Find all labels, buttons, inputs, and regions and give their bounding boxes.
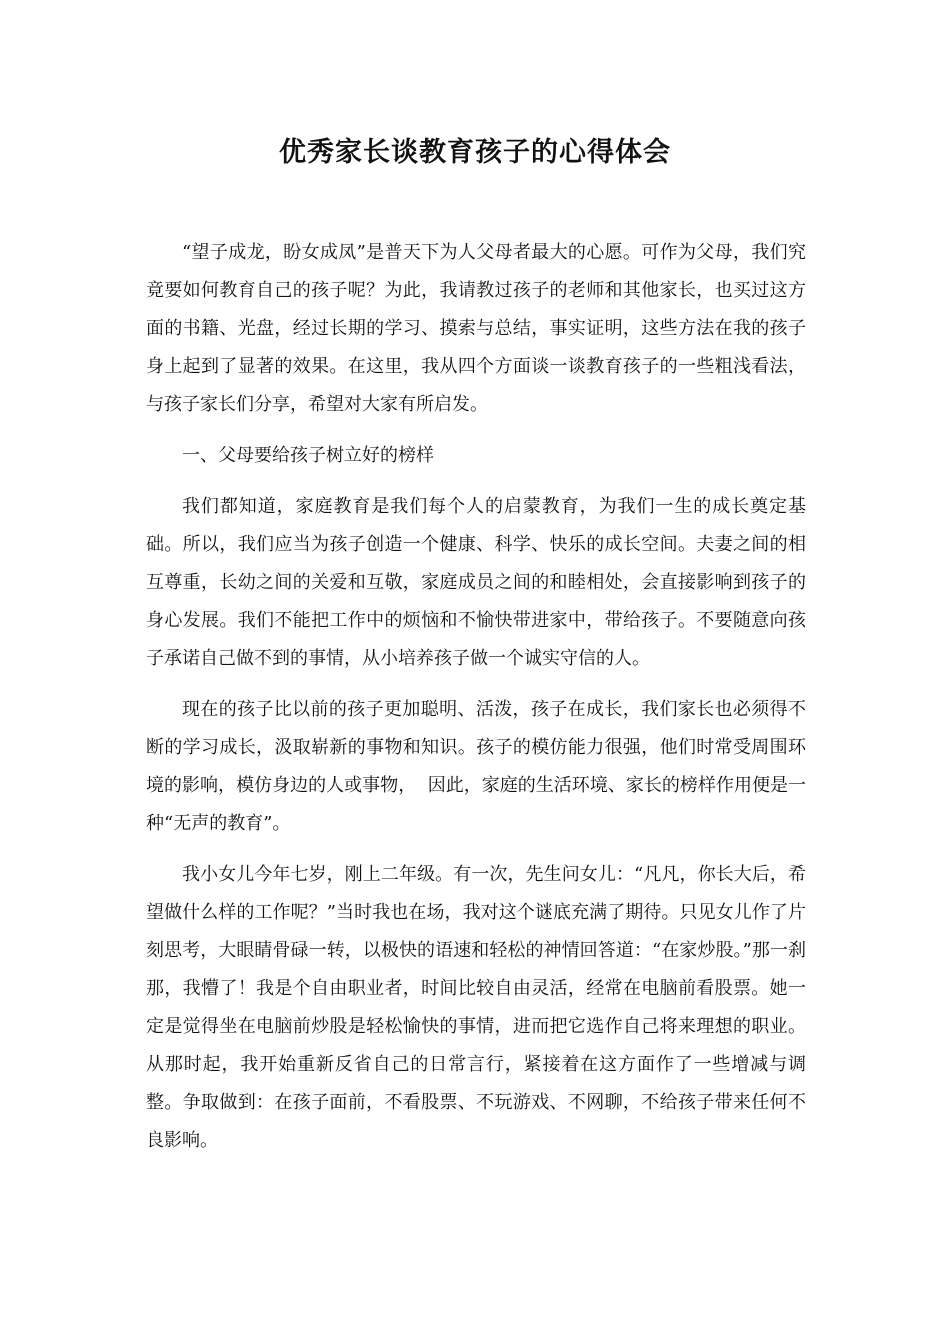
document-title: 优秀家长谈教育孩子的心得体会: [279, 137, 671, 168]
document-body: [146, 234, 806, 1173]
section-heading-1: 一、父母要给孩子树立好的榜样: [182, 445, 434, 466]
intro-paragraph: “望子成龙，盼女成凤”是普天下为人父母者最大的心愿。可作为父母，我们究竟要如何教育自己的孩子呢？为此，我请教过孩子的老师和其他家长，也买过这方面的书籍、光盘，经过长期的学习、摸索与总结，事实证明，这些方法在我的孩子身上起到了显著的效果。在这里，我从四个方面谈一谈教育孩子的一些粗浅看法，与孩子家长们分享，希望对大家有所启发。: [146, 242, 806, 415]
body-paragraph-role-model: 现在的孩子比以前的孩子更加聪明、活泼，孩子在成长，我们家长也必须得不断的学习成长，汲取崭新的事物和知识。孩子的模仿能力很强，他们时常受周围环境的影响，模仿身边的人或事物， 因此，家庭的生活环境、家长的榜样作用便是一种“无声的教育”。: [146, 699, 806, 834]
body-paragraph-daughter-story: 我小女儿今年七岁，刚上二年级。有一次，先生问女儿：“凡凡，你长大后，希望做什么样的工作呢？”当时我也在场，我对这个谜底充满了期待。只见女儿作了片刻思考，大眼睛骨碌一转，以极快的语速和轻松的神情回答道：“在家炒股。”那一刹那，我懵了！我是个自由职业者，时间比较自由灵活，经常在电脑前看股票。她一定是觉得坐在电脑前炒股是轻松愉快的事情，进而把它选作自己将来理想的职业。从那时起，我开始重新反省自己的日常言行，紧接着在这方面作了一些增减与调整。争取做到：在孩子面前，不看股票、不玩游戏、不网聊，不给孩子带来任何不良影响。: [146, 864, 806, 1151]
body-paragraph-family-education: 我们都知道，家庭教育是我们每个人的启蒙教育，为我们一生的成长奠定基础。所以，我们应当为孩子创造一个健康、科学、快乐的成长空间。夫妻之间的相互尊重，长幼之间的关爱和互敬，家庭成员之间的和睦相处，会直接影响到孩子的身心发展。我们不能把工作中的烦恼和不愉快带进家中，带给孩子。不要随意向孩子承诺自己做不到的事情，从小培养孩子做一个诚实守信的人。: [146, 496, 806, 669]
